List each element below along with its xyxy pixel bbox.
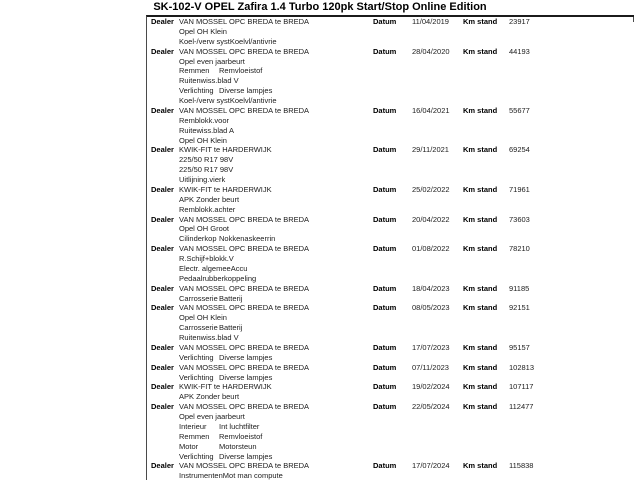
dealer-name: VAN MOSSEL OPC BREDA te BREDA: [179, 17, 310, 26]
service-item-row: [147, 86, 634, 96]
item-category: Carrosserie: [179, 323, 218, 333]
km-value: 55677: [509, 105, 530, 115]
dealer-label: Dealer: [151, 461, 174, 471]
item-category: Remblokk.voor: [179, 115, 230, 125]
item-detail: Diverse lampjes: [219, 352, 273, 362]
km-value: 91185: [509, 283, 530, 293]
kmstand-label: Km stand: [463, 283, 498, 293]
service-date: 01/08/2022: [412, 244, 450, 254]
item-category: 225/50 R17 98V: [179, 155, 234, 165]
datum-label: Datum: [373, 461, 397, 471]
service-item-row: [147, 66, 634, 76]
dealer-name: VAN MOSSEL OPC BREDA te BREDA: [179, 283, 310, 293]
item-category: Verlichting: [179, 352, 214, 362]
datum-label: Datum: [373, 105, 397, 115]
service-date: 25/02/2022: [412, 184, 450, 194]
item-detail: Remvloeistof: [219, 66, 263, 76]
service-item-row: [147, 442, 634, 452]
service-date: 22/05/2024: [412, 402, 450, 412]
service-date: 18/04/2023: [412, 283, 450, 293]
service-date: 16/04/2021: [412, 105, 450, 115]
service-item-row: [147, 175, 634, 185]
km-value: 95157: [509, 342, 530, 352]
service-item-row: [147, 205, 634, 215]
datum-label: Datum: [373, 145, 397, 155]
km-value: 107117: [509, 382, 534, 392]
service-item-row: [147, 323, 634, 333]
item-category: Ruitenwiss.blad V: [179, 76, 239, 86]
dealer-label: Dealer: [151, 362, 174, 372]
item-category: Interieur: [179, 421, 207, 431]
km-value: 102813: [509, 362, 535, 372]
kmstand-label: Km stand: [463, 244, 498, 254]
dealer-name: KWIK-FIT te HARDERWIJK: [179, 184, 272, 194]
item-detail: Diverse lampjes: [219, 86, 273, 96]
dealer-name: VAN MOSSEL OPC BREDA te BREDA: [179, 342, 310, 352]
service-item-row: [147, 432, 634, 442]
service-entry-row: [147, 382, 634, 392]
service-item-row: [147, 471, 634, 480]
service-entry-row: [147, 17, 634, 27]
service-entry-row: [147, 185, 634, 195]
item-category: Carrosserie: [179, 293, 218, 303]
service-item-row: [147, 264, 634, 274]
kmstand-label: Km stand: [463, 362, 498, 372]
item-detail: Batterij: [219, 293, 243, 303]
service-item-row: [147, 353, 634, 363]
service-item-row: [147, 254, 634, 264]
item-category: Motor: [179, 441, 199, 451]
service-history-table: [146, 15, 634, 480]
service-item-row: [147, 224, 634, 234]
service-item-row: [147, 165, 634, 175]
dealer-name: VAN MOSSEL OPC BREDA te BREDA: [179, 362, 310, 372]
kmstand-label: Km stand: [463, 184, 498, 194]
dealer-label: Dealer: [151, 145, 174, 155]
kmstand-label: Km stand: [463, 382, 498, 392]
dealer-label: Dealer: [151, 46, 174, 56]
kmstand-label: Km stand: [463, 145, 498, 155]
service-entry-row: [147, 343, 634, 353]
service-item-row: [147, 333, 634, 343]
item-category: Opel OH Klein: [179, 26, 227, 36]
item-detail: Batterij: [219, 323, 243, 333]
service-item-row: [147, 57, 634, 67]
item-category: Ruitenwiss.blad V: [179, 333, 239, 342]
service-item-row: [147, 373, 634, 383]
item-category: R.Schijf+blokk.V: [179, 254, 234, 263]
service-date: 07/11/2023: [412, 362, 449, 372]
service-item-row: [147, 294, 634, 304]
datum-label: Datum: [373, 362, 397, 372]
item-category: Uitlijning.vierk: [179, 175, 226, 184]
datum-label: Datum: [373, 283, 397, 293]
item-detail: Diverse lampjes: [219, 372, 273, 382]
service-item-row: [147, 452, 634, 462]
item-category: Cilinderkop: [179, 234, 217, 244]
service-entry-row: [147, 461, 634, 471]
item-detail: Nokkenaskeerrin: [219, 234, 276, 244]
km-value: 78210: [509, 244, 530, 254]
item-category: Remmen: [179, 66, 210, 76]
item-detail: Motorsteun: [219, 441, 257, 451]
table-border-tick: [633, 17, 634, 22]
dealer-name: KWIK-FIT te HARDERWIJK: [179, 145, 272, 155]
datum-label: Datum: [373, 214, 397, 224]
service-item-row: [147, 96, 634, 106]
datum-label: Datum: [373, 184, 397, 194]
service-date: 28/04/2020: [412, 46, 450, 56]
item-category: Electr. algemee: [179, 263, 231, 273]
service-date: 19/02/2024: [412, 382, 450, 392]
service-date: 11/04/2019: [412, 17, 449, 26]
km-value: 73603: [509, 214, 530, 224]
datum-label: Datum: [373, 244, 397, 254]
datum-label: Datum: [373, 17, 397, 26]
service-item-row: [147, 76, 634, 86]
service-item-row: [147, 392, 634, 402]
item-category: Remmen: [179, 431, 210, 441]
service-entry-row: [147, 106, 634, 116]
service-item-row: [147, 27, 634, 37]
km-value: 112477: [509, 402, 534, 412]
dealer-name: VAN MOSSEL OPC BREDA te BREDA: [179, 105, 310, 115]
dealer-name: VAN MOSSEL OPC BREDA te BREDA: [179, 244, 310, 254]
km-value: 69254: [509, 145, 530, 155]
kmstand-label: Km stand: [463, 461, 498, 471]
service-item-row: [147, 412, 634, 422]
dealer-label: Dealer: [151, 105, 174, 115]
dealer-label: Dealer: [151, 214, 174, 224]
km-value: 92151: [509, 303, 530, 313]
service-entry-row: [147, 303, 634, 313]
dealer-label: Dealer: [151, 17, 174, 26]
item-category: Remblokk.achter: [179, 204, 236, 214]
datum-label: Datum: [373, 402, 397, 412]
dealer-label: Dealer: [151, 303, 174, 313]
datum-label: Datum: [373, 382, 397, 392]
item-category: Opel even jaarbeurt: [179, 412, 245, 421]
service-entry-row: [147, 145, 634, 155]
service-item-row: [147, 234, 634, 244]
service-entry-row: [147, 402, 634, 412]
item-category: Koel-/verw syst: [179, 96, 230, 105]
item-detail: Koelvl/antivrie: [229, 36, 277, 46]
service-entry-row: [147, 363, 634, 373]
dealer-name: VAN MOSSEL OPC BREDA te BREDA: [179, 46, 310, 56]
item-category: Opel even jaarbeurt: [179, 56, 245, 66]
item-category: Verlichting: [179, 451, 214, 461]
kmstand-label: Km stand: [463, 17, 498, 26]
service-item-row: [147, 274, 634, 284]
kmstand-label: Km stand: [463, 303, 498, 313]
item-category: Ruitewiss.blad A: [179, 125, 235, 135]
km-value: 44193: [509, 46, 530, 56]
item-category: Instrumenten: [179, 471, 223, 480]
datum-label: Datum: [373, 303, 397, 313]
item-category: Verlichting: [179, 86, 214, 96]
item-category: APK Zonder beurt: [179, 392, 240, 402]
dealer-name: VAN MOSSEL OPC BREDA te BREDA: [179, 461, 310, 471]
item-category: Pedaalrubber: [179, 273, 225, 283]
service-item-row: [147, 136, 634, 146]
datum-label: Datum: [373, 46, 397, 56]
kmstand-label: Km stand: [463, 402, 498, 412]
service-entry-row: [147, 284, 634, 294]
service-date: 17/07/2024: [412, 461, 450, 471]
service-date: 17/07/2023: [412, 342, 450, 352]
km-value: 23917: [509, 17, 530, 26]
dealer-label: Dealer: [151, 283, 174, 293]
kmstand-label: Km stand: [463, 214, 498, 224]
item-category: 225/50 R17 98V: [179, 165, 234, 175]
item-detail: Diverse lampjes: [219, 451, 273, 461]
dealer-name: VAN MOSSEL OPC BREDA te BREDA: [179, 214, 310, 224]
item-category: Verlichting: [179, 372, 214, 382]
dealer-label: Dealer: [151, 342, 174, 352]
item-category: Opel OH Groot: [179, 224, 230, 234]
dealer-label: Dealer: [151, 402, 174, 412]
item-category: Opel OH Klein: [179, 313, 227, 323]
dealer-label: Dealer: [151, 382, 174, 392]
service-entry-row: [147, 215, 634, 225]
item-detail: Int luchtfilter: [219, 421, 260, 431]
service-item-row: [147, 195, 634, 205]
dealer-label: Dealer: [151, 244, 174, 254]
kmstand-label: Km stand: [463, 105, 498, 115]
dealer-name: VAN MOSSEL OPC BREDA te BREDA: [179, 402, 310, 412]
page-title: SK-102-V OPEL Zafira 1.4 Turbo 120pk Start/Stop Online Edition: [153, 1, 487, 13]
item-category: APK Zonder beurt: [179, 194, 240, 204]
service-date: 08/05/2023: [412, 303, 450, 313]
service-item-row: [147, 422, 634, 432]
dealer-name: KWIK-FIT te HARDERWIJK: [179, 382, 272, 392]
item-category: Koel-/verw syst: [179, 36, 230, 46]
km-value: 115838: [509, 461, 534, 471]
km-value: 71961: [509, 184, 530, 194]
item-category: Opel OH Klein: [179, 135, 227, 145]
service-entry-row: [147, 47, 634, 57]
item-detail: Mot man compute: [222, 471, 283, 480]
item-detail: Accu: [230, 263, 248, 273]
kmstand-label: Km stand: [463, 46, 498, 56]
service-item-row: [147, 126, 634, 136]
item-detail: Remvloeistof: [219, 431, 263, 441]
service-entries: [147, 17, 634, 480]
datum-label: Datum: [373, 342, 397, 352]
service-item-row: [147, 116, 634, 126]
service-date: 20/04/2022: [412, 214, 450, 224]
dealer-name: VAN MOSSEL OPC BREDA te BREDA: [179, 303, 310, 313]
service-entry-row: [147, 244, 634, 254]
service-item-row: [147, 37, 634, 47]
service-item-row: [147, 155, 634, 165]
item-detail: Koelvl/antivrie: [229, 96, 277, 105]
service-date: 29/11/2021: [412, 145, 449, 155]
service-item-row: [147, 313, 634, 323]
kmstand-label: Km stand: [463, 342, 498, 352]
item-detail: koppeling: [224, 273, 257, 283]
dealer-label: Dealer: [151, 184, 174, 194]
